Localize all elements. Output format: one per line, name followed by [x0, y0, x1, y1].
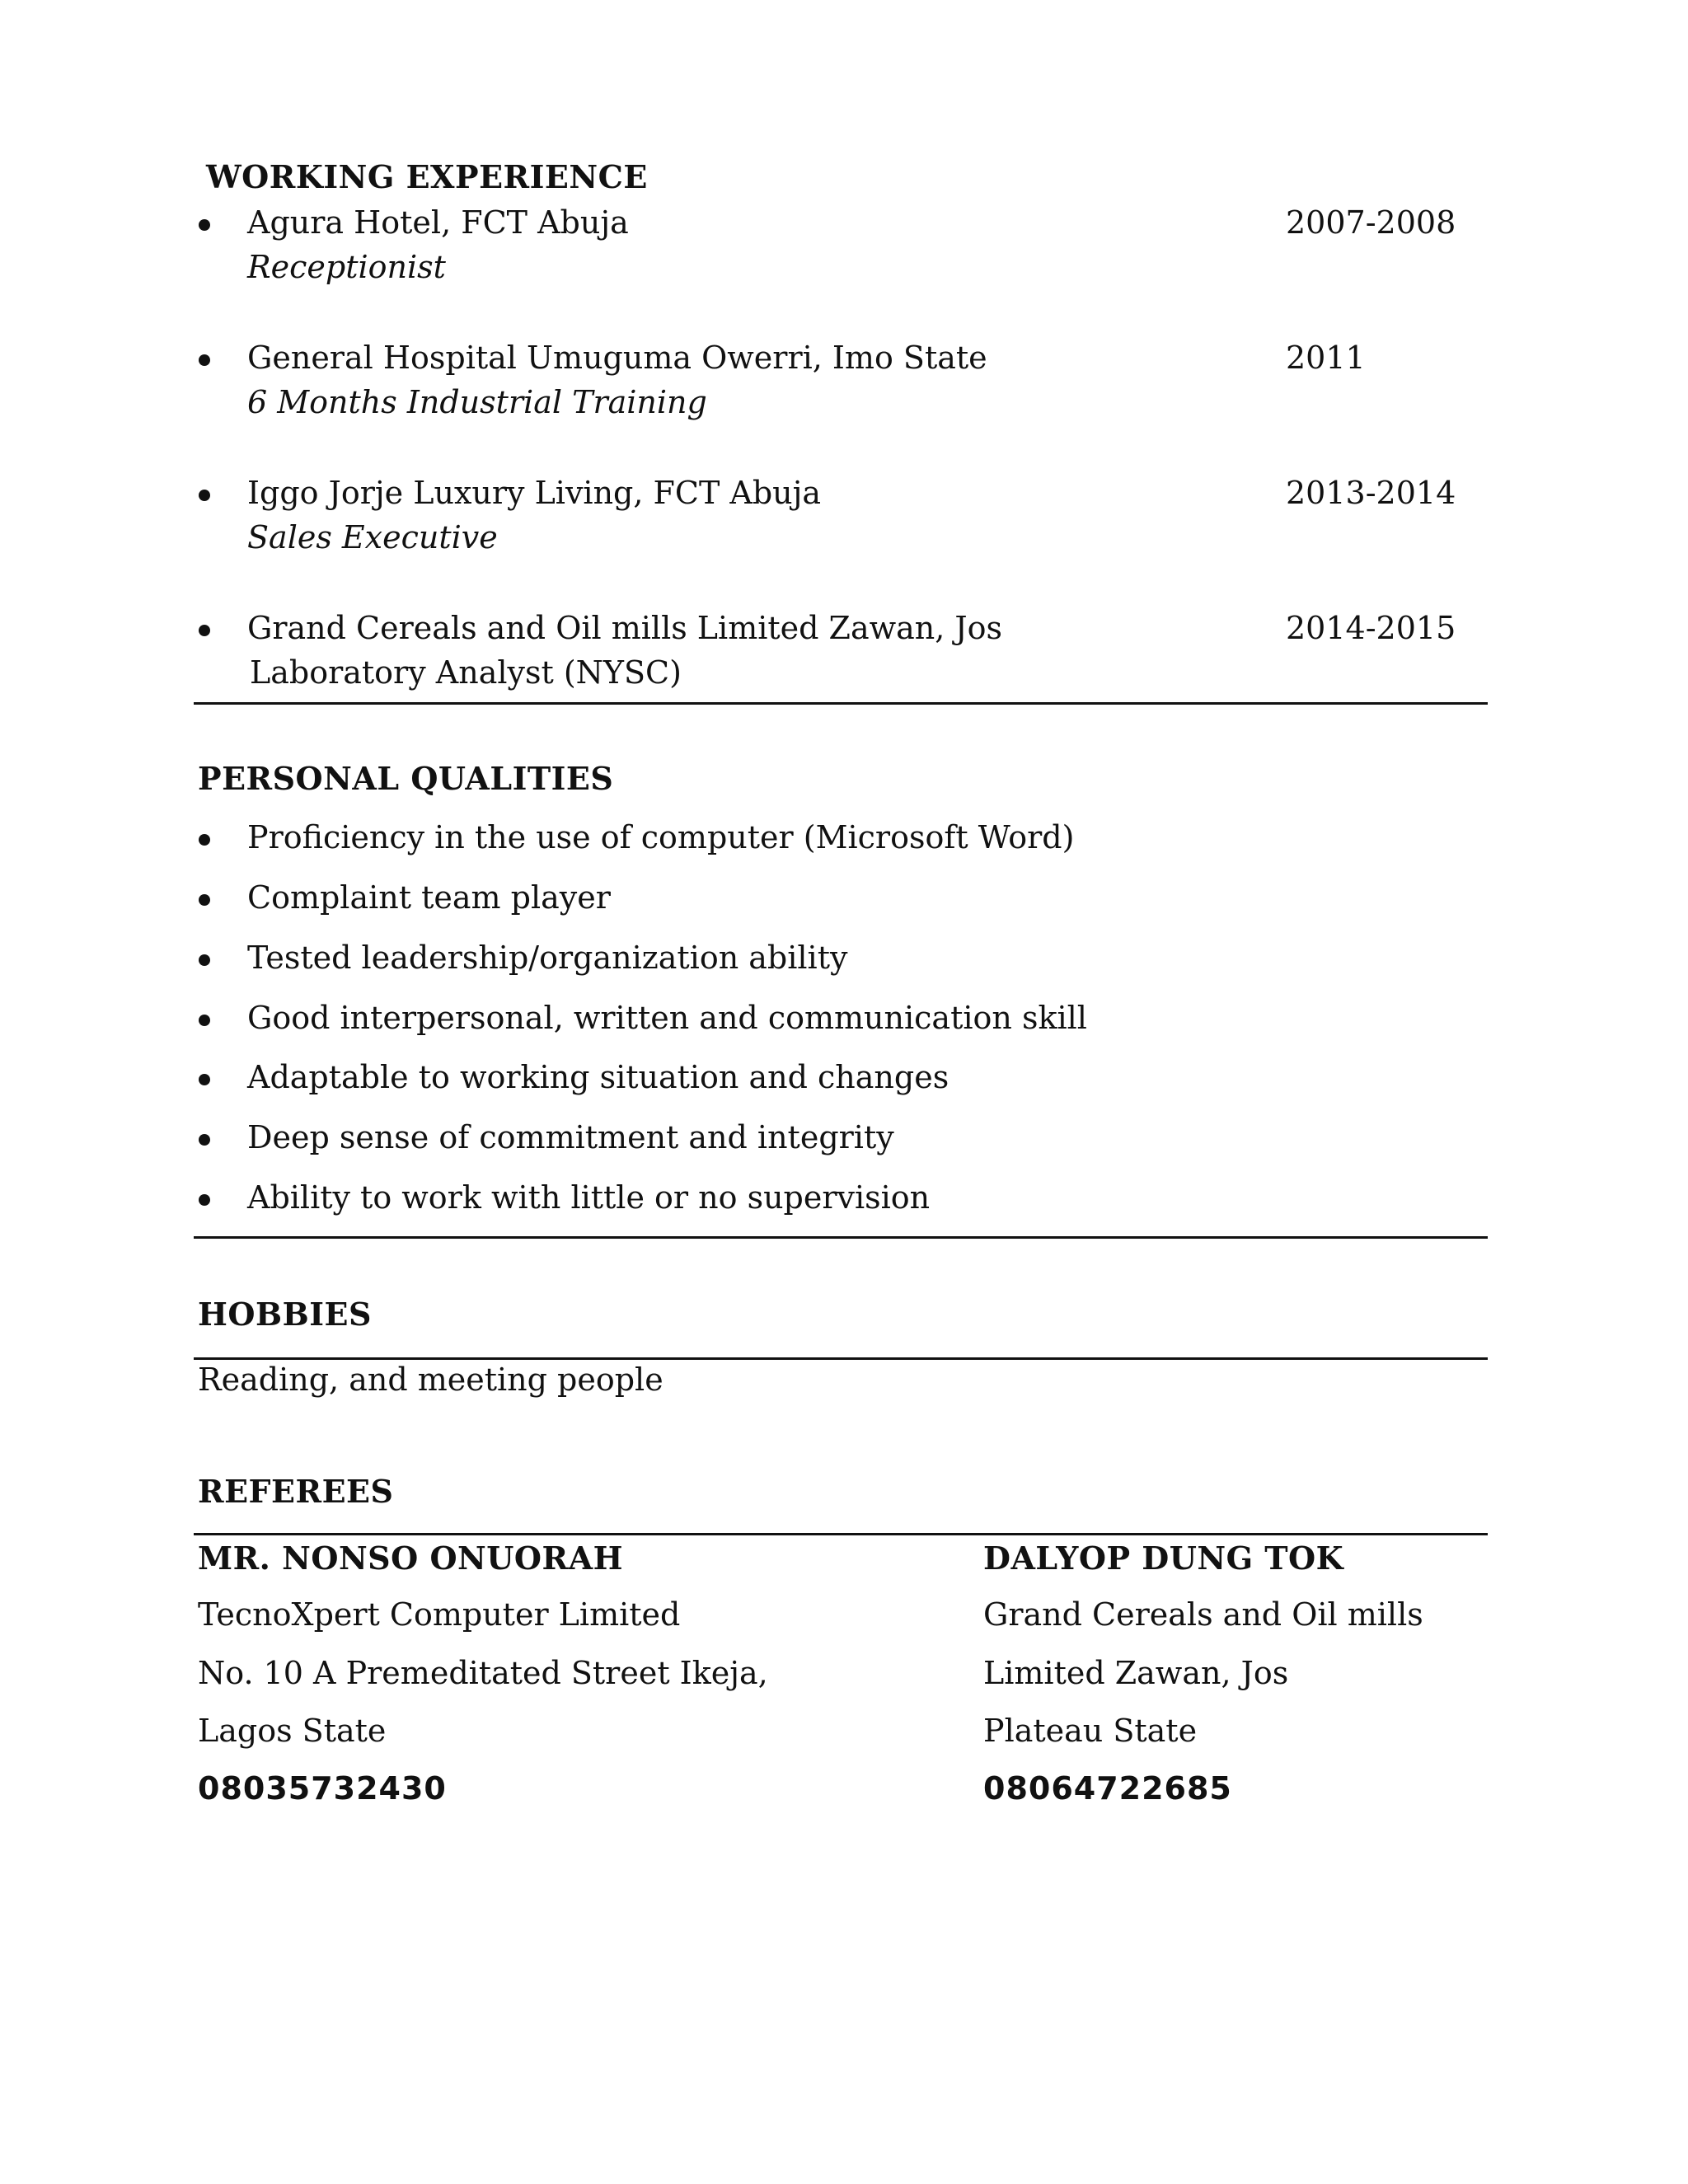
bullet-icon: [199, 834, 210, 846]
working-experience-heading: WORKING EXPERIENCE: [206, 158, 648, 195]
experience-role: 6 Months Industrial Training: [247, 384, 707, 420]
referee-state: Plateau State: [983, 1713, 1198, 1749]
quality-item: Tested leadership/organization ability: [247, 940, 848, 976]
section-divider: [194, 702, 1488, 705]
bullet-icon: [199, 1134, 210, 1146]
quality-item: Adaptable to working situation and changes: [247, 1059, 950, 1095]
bullet-icon: [199, 1194, 210, 1206]
quality-item: Ability to work with little or no supervision: [247, 1179, 931, 1216]
experience-role: Receptionist: [247, 249, 446, 285]
section-divider: [194, 1236, 1488, 1239]
referee-address: No. 10 A Premeditated Street Ikeja,: [198, 1655, 768, 1691]
experience-years: 2007-2008: [1286, 204, 1456, 241]
quality-item: Good interpersonal, written and communication skill: [247, 1000, 1087, 1036]
referees-heading: REFEREES: [198, 1473, 394, 1510]
experience-employer: Grand Cereals and Oil mills Limited Zawan, Jos: [247, 610, 1003, 646]
bullet-icon: [199, 1074, 210, 1085]
referee-company: TecnoXpert Computer Limited: [198, 1596, 681, 1633]
quality-item: Proficiency in the use of computer (Microsoft Word): [247, 819, 1075, 855]
bullet-icon: [199, 354, 210, 366]
experience-role: Sales Executive: [247, 519, 498, 555]
hobbies-heading: HOBBIES: [198, 1296, 372, 1333]
experience-employer: Iggo Jorje Luxury Living, FCT Abuja: [247, 475, 822, 511]
bullet-icon: [199, 625, 210, 636]
referee-address: Limited Zawan, Jos: [983, 1655, 1289, 1691]
experience-years: 2013-2014: [1286, 475, 1456, 511]
experience-role: Laboratory Analyst (NYSC): [250, 654, 682, 691]
referee-state: Lagos State: [198, 1713, 387, 1749]
experience-years: 2011: [1286, 340, 1366, 376]
experience-employer: Agura Hotel, FCT Abuja: [247, 204, 629, 241]
quality-item: Deep sense of commitment and integrity: [247, 1119, 894, 1155]
referee-name: MR. NONSO ONUORAH: [198, 1540, 623, 1577]
referee-phone: 08064722685: [983, 1770, 1232, 1807]
bullet-icon: [199, 894, 210, 906]
quality-item: Complaint team player: [247, 879, 611, 916]
personal-qualities-heading: PERSONAL QUALITIES: [198, 760, 614, 797]
referee-name: DALYOP DUNG TOK: [983, 1540, 1344, 1577]
experience-employer: General Hospital Umuguma Owerri, Imo State: [247, 340, 987, 376]
bullet-icon: [199, 219, 210, 231]
bullet-icon: [199, 490, 210, 501]
referee-company: Grand Cereals and Oil mills: [983, 1596, 1423, 1633]
bullet-icon: [199, 954, 210, 966]
section-divider: [194, 1357, 1488, 1360]
experience-years: 2014-2015: [1286, 610, 1456, 646]
hobbies-text: Reading, and meeting people: [198, 1361, 663, 1398]
referee-phone: 08035732430: [198, 1770, 447, 1807]
bullet-icon: [199, 1015, 210, 1026]
section-divider: [194, 1533, 1488, 1535]
